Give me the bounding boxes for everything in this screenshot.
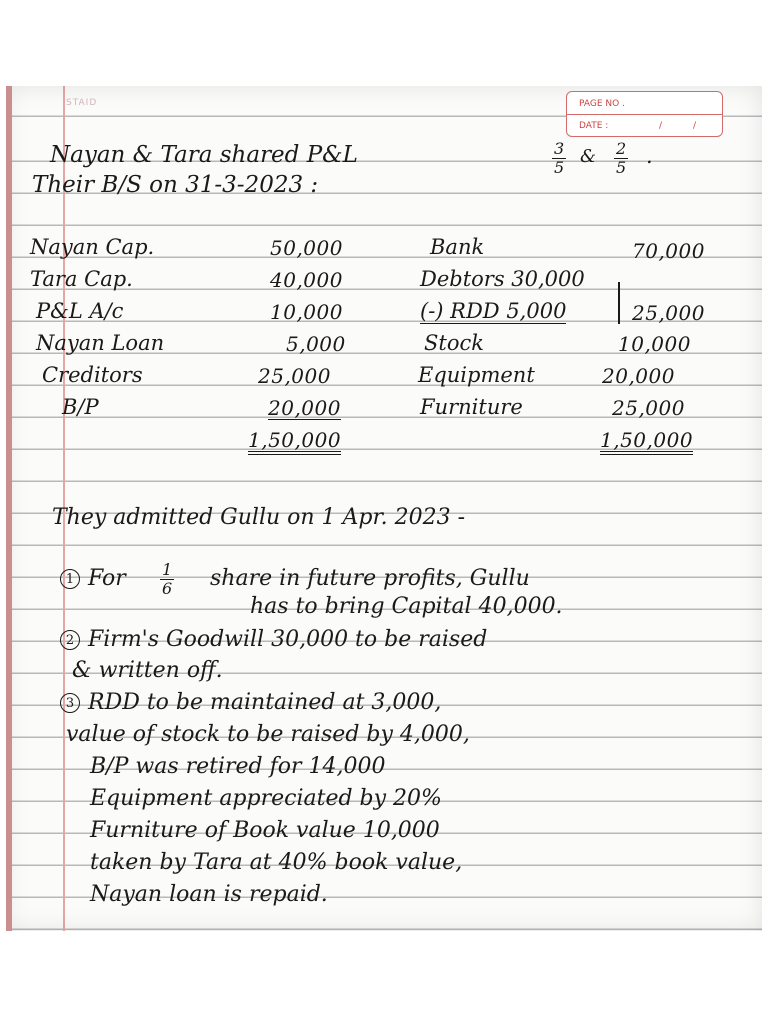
liability-name: B/P xyxy=(62,395,99,419)
asset-amount: 25,000 xyxy=(632,301,705,325)
point-number: 3 xyxy=(60,693,80,713)
point-3-line: Furniture of Book value 10,000 xyxy=(90,818,440,843)
point-3 xyxy=(60,692,441,714)
title-period: . xyxy=(646,144,653,168)
asset-amount: 10,000 xyxy=(618,332,691,356)
point-number: 1 xyxy=(60,569,80,589)
ratio-numerator: 3 xyxy=(554,139,565,158)
ratio-ampersand: & xyxy=(580,146,597,167)
point-3-line: Equipment appreciated by 20% xyxy=(90,786,442,811)
liabilities-total: 1,50,000 xyxy=(248,430,341,455)
point-3-line: B/P was retired for 14,000 xyxy=(90,754,386,779)
liability-amount: 10,000 xyxy=(270,300,343,324)
ratio-denominator: 5 xyxy=(554,158,565,177)
point-2-text-cont: & written off. xyxy=(72,658,223,683)
page-binding-edge xyxy=(6,86,12,931)
liability-name: Nayan Cap. xyxy=(30,235,155,259)
brand-stamp: STAID xyxy=(66,98,98,108)
point-3-line: Nayan loan is repaid. xyxy=(90,882,328,907)
share-numerator: 1 xyxy=(162,560,173,579)
notebook-page xyxy=(6,86,762,931)
admission-line: They admitted Gullu on 1 Apr. 2023 - xyxy=(52,505,466,530)
ratio-tara xyxy=(614,141,628,176)
point-2 xyxy=(60,629,487,651)
point-number: 2 xyxy=(60,630,80,650)
page-date-box xyxy=(566,91,723,137)
liability-amount: 20,000 xyxy=(268,396,341,420)
liability-name: P&L A/c xyxy=(36,299,124,323)
asset-name: Debtors 30,000 xyxy=(420,267,585,291)
gullu-share xyxy=(160,562,174,597)
page-no-label: PAGE NO . xyxy=(579,99,625,109)
point-1-text: share in future profits, Gullu xyxy=(210,566,530,591)
liability-amount: 40,000 xyxy=(270,268,343,292)
liability-amount: 25,000 xyxy=(258,364,331,388)
ratio-denominator: 5 xyxy=(616,158,627,177)
title-line-1: Nayan & Tara shared P&L xyxy=(50,142,358,168)
liability-name: Nayan Loan xyxy=(36,331,165,355)
title-line-2: Their B/S on 31-3-2023 : xyxy=(32,172,319,198)
point-1-text-cont: has to bring Capital 40,000. xyxy=(250,594,563,619)
date-slash: / xyxy=(659,121,663,131)
liability-name: Tara Cap. xyxy=(30,267,133,291)
liability-amount: 50,000 xyxy=(270,236,343,260)
asset-name: (-) RDD 5,000 xyxy=(420,299,567,323)
date-slash: / xyxy=(693,121,697,131)
share-denominator: 6 xyxy=(162,579,173,598)
asset-name: Furniture xyxy=(420,395,523,419)
asset-name: Stock xyxy=(424,331,484,355)
point-3-line: RDD to be maintained at 3,000, xyxy=(88,690,442,715)
asset-amount: 20,000 xyxy=(602,364,675,388)
liability-name: Creditors xyxy=(42,363,143,387)
point-3-line: taken by Tara at 40% book value, xyxy=(90,850,463,875)
asset-amount: 70,000 xyxy=(632,239,705,263)
point-2-text: Firm's Goodwill 30,000 to be raised xyxy=(88,627,488,652)
ratio-numerator: 2 xyxy=(616,139,627,158)
point-1-label: For xyxy=(88,566,126,591)
asset-name: Equipment xyxy=(418,363,535,387)
date-label: DATE : xyxy=(579,121,609,131)
ratio-nayan xyxy=(552,141,566,176)
liability-amount: 5,000 xyxy=(286,332,346,356)
asset-name: Bank xyxy=(430,235,485,259)
point-3-line: value of stock to be raised by 4,000, xyxy=(66,722,470,747)
asset-amount: 25,000 xyxy=(612,396,685,420)
bracket-line xyxy=(618,282,620,324)
point-1-start xyxy=(60,568,126,590)
assets-total: 1,50,000 xyxy=(600,430,693,455)
box-divider xyxy=(567,114,722,115)
